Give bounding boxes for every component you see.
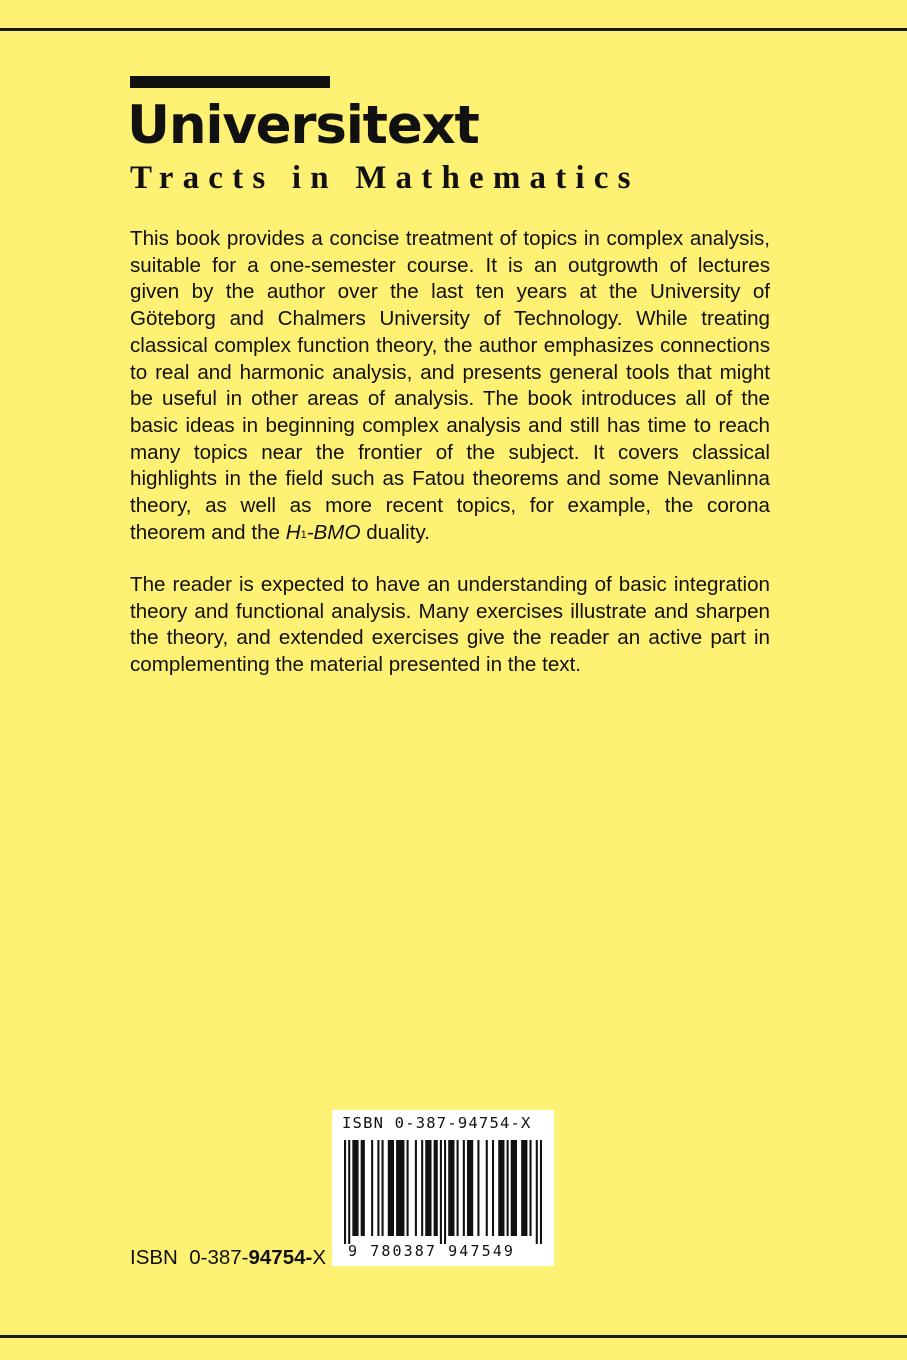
barcode-bar	[382, 1140, 384, 1236]
barcode-bar	[486, 1140, 488, 1236]
barcode-bar	[492, 1140, 494, 1236]
barcode-bar	[371, 1140, 373, 1236]
isbn-suffix: X	[312, 1246, 327, 1269]
barcode-bar	[425, 1140, 431, 1236]
barcode-isbn-text: ISBN 0-387-94754-X	[342, 1114, 532, 1132]
barcode-bar	[463, 1140, 465, 1236]
blurb-paragraph-2: The reader is expected to have an understanding of basic integration theory and functional analysis. Many exercises illustrate and sharpen the theory, and extended exercises give the reader an active part in complementing the material presented in the text.	[130, 573, 770, 677]
barcode-bar	[540, 1140, 542, 1244]
barcode-bar	[448, 1140, 454, 1236]
barcode-bar	[536, 1140, 538, 1244]
isbn-label	[130, 1244, 326, 1272]
series-subtitle: Tracts in Mathematics	[130, 160, 640, 196]
barcode-bar	[344, 1140, 346, 1244]
barcode-bar	[434, 1140, 438, 1236]
top-rule	[0, 28, 907, 31]
barcode	[332, 1110, 554, 1266]
isbn-prefix: ISBN 0-387-	[130, 1246, 249, 1269]
barcode-bar	[377, 1140, 379, 1236]
barcode-bar	[444, 1140, 446, 1244]
blurb-p1-h: H	[285, 520, 301, 544]
barcode-bar	[511, 1140, 517, 1236]
barcode-digits: 9 780387 947549	[348, 1242, 515, 1260]
blurb-paragraph-1	[130, 226, 770, 546]
barcode-bar	[467, 1140, 473, 1236]
barcode-bar	[507, 1140, 509, 1236]
barcode-bar	[529, 1140, 531, 1236]
barcode-bar	[477, 1140, 479, 1236]
blurb-p1-sup: 1	[300, 528, 307, 541]
barcode-bar	[396, 1140, 404, 1236]
barcode-bar	[421, 1140, 423, 1236]
barcode-bars	[344, 1140, 542, 1252]
barcode-bar	[498, 1140, 504, 1236]
barcode-bar	[415, 1140, 417, 1236]
barcode-bar	[352, 1140, 358, 1236]
barcode-bar	[348, 1140, 350, 1244]
bottom-rule	[0, 1335, 907, 1338]
barcode-bar	[388, 1140, 394, 1236]
blurb-p1-bmo: -BMO	[306, 520, 361, 544]
isbn-bold: 94754-	[248, 1246, 313, 1269]
barcode-bar	[407, 1140, 409, 1236]
blurb-p1-text: This book provides a concise treatment of topics in complex analysis, suitable for a one-semester course. It is an outgrowth of lectures given by the author over the last ten years at the University of Göteborg and Chalmers University of Technology. While treating classical complex function theory, the author emphasizes connections to real and harmonic analysis, and presents general tools that might be useful in other areas of analysis. The book introduces all of the basic ideas in beginning complex analysis and still has time to reach many topics near the frontier of the subject. It covers classical highlights in the field such as Fatou theorems and some Nevanlinna theory, as well as more recent topics, for example, the corona theorem and the	[130, 227, 770, 544]
barcode-bar	[361, 1140, 365, 1236]
series-title: Universitext	[127, 95, 479, 156]
barcode-bar	[457, 1140, 459, 1236]
barcode-bar	[440, 1140, 442, 1244]
barcode-bar	[521, 1140, 527, 1236]
blurb-p1-end: duality.	[360, 520, 430, 544]
series-logo-bar	[130, 76, 330, 88]
